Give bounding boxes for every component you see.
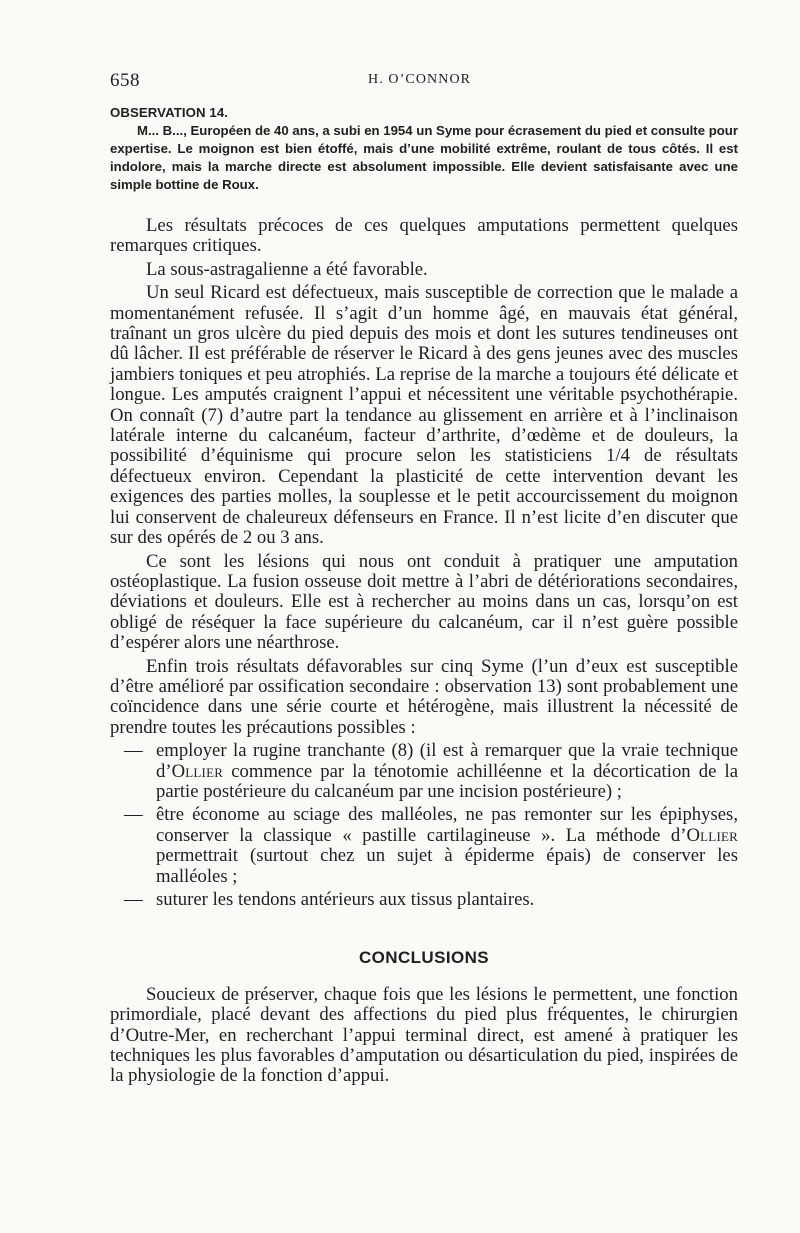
- precautions-list: [110, 741, 738, 910]
- paragraph: Un seul Ricard est défectueux, mais susceptible de correction que le malade a momentanément refusée. Il s’agit d’un homme âgé, en mauvais état général, traînant un gros ulcère du pied depuis des mois et dont les sutures tendineuses ont dû lâcher. Il est préférable de réserver le Ricard à des gens jeunes avec des muscles jambiers toniques et peu atrophiés. La reprise de la marche a toujours été délicate et longue. Les amputés craignent l’appui et nécessitent une véritable psychothérapie. On connaît (7) d’autre part la tendance au glissement en arrière et à l’inclinaison latérale interne du calcanéum, facteur d’arthrite, d’œdème et de douleurs, la possibilité d’équinisme qui procure selon les statisticiens 1/4 de résultats défectueux environ. Cependant la plasticité de cette intervention devant les exigences des parties molles, la souplesse et le petit accourcissement du moignon lui conservent de chaleureux défenseurs en France. Il n’est licite d’en discuter que sur des opérés de 2 ou 3 ans.: [110, 282, 738, 549]
- list-item-text: employer la rugine tranchante (8) (il est à remarquer que la vraie technique d’: [156, 740, 738, 782]
- conclusions-heading: CONCLUSIONS: [358, 948, 490, 968]
- observation-title: OBSERVATION 14.: [110, 105, 229, 120]
- dash-marker: —: [124, 804, 143, 826]
- page-header: [110, 70, 738, 100]
- paragraph: La sous-astragalienne a été favorable.: [146, 258, 428, 280]
- conclusions-paragraph: Soucieux de préserver, chaque fois que les lésions le permettent, une fonction primordiale, placé devant des affections du pied plus fréquentes, le chirurgien d’Outre-Mer, en recherchant l’appui terminal direct, est amené à pratiquer les techniques les plus favorables d’amputation ou désarticulation du pied, inspirées de la physiologie de la fonction d’appui.: [110, 983, 738, 1087]
- main-body: [110, 216, 738, 1087]
- list-item: [110, 805, 738, 887]
- paragraph: Ce sont les lésions qui nous ont conduit à pratiquer une amputation ostéoplastique. La fusion osseuse doit mettre à l’abri de détériorations secondaires, déviations et douleurs. Elle est à rechercher au moins dans un cas, lorsqu’on est obligé de réséquer la face supérieure du calcanéum, car il n’est guère possible d’espérer alors une néarthrose.: [110, 550, 738, 654]
- list-item: [110, 741, 738, 802]
- running-head: H. O’CONNOR: [368, 72, 472, 87]
- author-name: Ollier: [686, 824, 738, 846]
- observation-text: M... B..., Européen de 40 ans, a subi en 1954 un Syme pour écrasement du pied et consulte pour expertise. Le moignon est bien étoffé, mais d’une mobilité extrême, roulant de tous côtés. Il est indolore, mais la marche directe est absolument impossible. Elle devient satisfaisante avec une simple bottine de Roux.: [110, 123, 738, 192]
- list-item-text: permettrait (surtout chez un sujet à épiderme épais) de conserver les malléoles ;: [156, 845, 738, 887]
- observation-block: [110, 104, 738, 194]
- paragraph: Les résultats précoces de ces quelques amputations permettent quelques remarques critiques.: [110, 215, 738, 257]
- page-number: 658: [110, 70, 140, 91]
- list-item-text: commence par la ténotomie achilléenne et la décortication de la partie postérieure du calcanéum par une incision postérieure) ;: [156, 760, 738, 802]
- list-item: [110, 890, 738, 910]
- list-item-text: être économe au sciage des malléoles, ne pas remonter sur les épiphyses, conserver la classique « pastille cartilagineuse ». La méthode d’: [156, 804, 738, 846]
- paragraph: Enfin trois résultats défavorables sur cinq Syme (l’un d’eux est susceptible d’être amélioré par ossification secondaire : observation 13) sont probablement une coïncidence dans une série courte et hétérogène, mais illustrent la nécessité de prendre toutes les précautions possibles :: [110, 655, 738, 738]
- dash-marker: —: [124, 740, 143, 762]
- author-name: Ollier: [171, 760, 224, 782]
- dash-marker: —: [124, 889, 143, 910]
- list-item-text: suturer les tendons antérieurs aux tissus plantaires.: [156, 889, 535, 910]
